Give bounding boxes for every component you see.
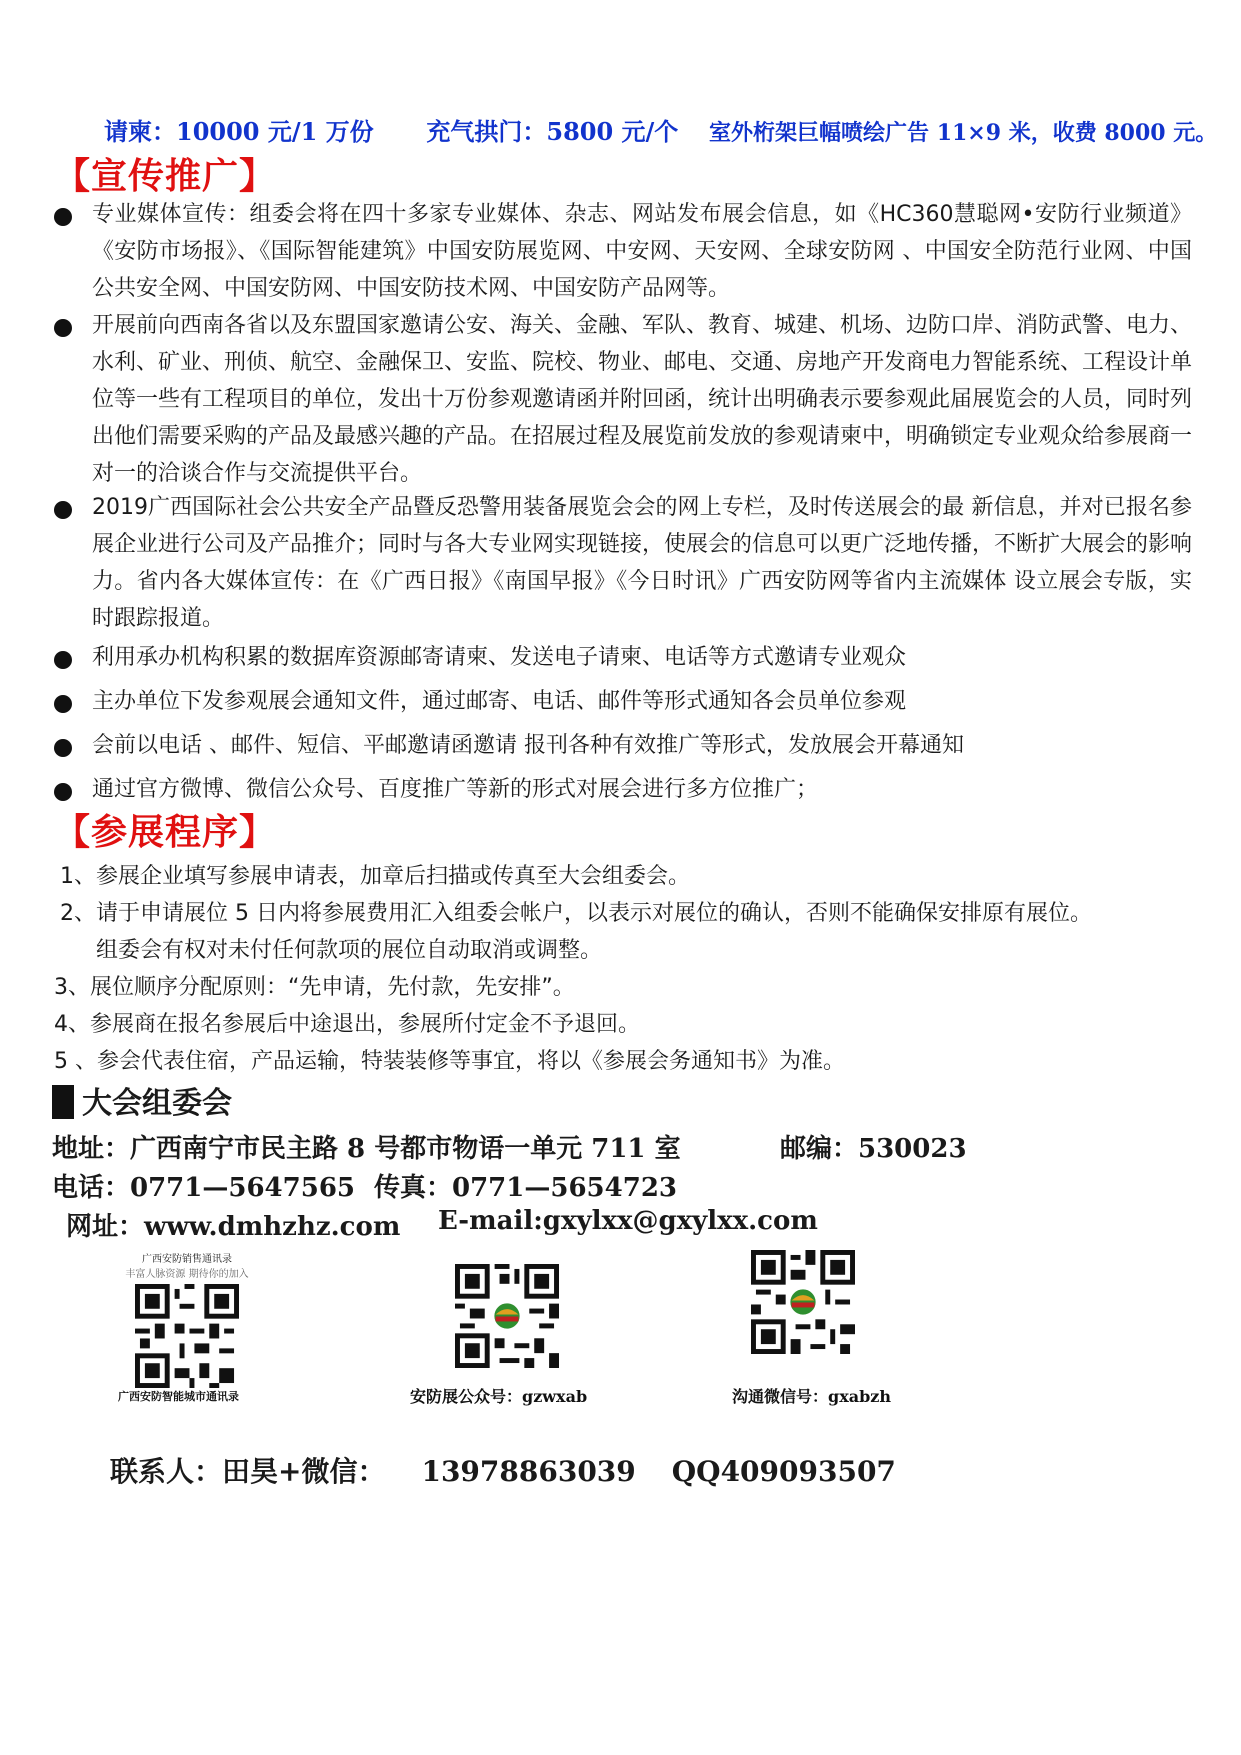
- procedure-item-2: 2、请于申请展位 5 日内将参展费用汇入组委会帐户，以表示对展位的确认，否则不能确保安排原有展位。: [60, 901, 1092, 926]
- promotion-item-7: 通过官方微博、微信公众号、百度推广等新的形式对展会进行多方位推广；: [92, 777, 819, 802]
- organizer-address: 地址：广西南宁市民主路 8 号都市物语一单元 711 室: [52, 1134, 681, 1164]
- organizer-postcode: 邮编：530023: [780, 1134, 967, 1164]
- promotion-item-1: 专业媒体宣传：组委会将在四十多家专业媒体、杂志、网站发布展会信息，如《HC360慧聪网•安防行业频道》《安防市场报》、《国际智能建筑》中国安防展览网、中安网、天安网、全球安防网 、中国安全防范行业网、中国公共安全网、中国安防网、中国安防技术网、中国安防产品网等。: [92, 202, 1192, 301]
- price-line: [104, 112, 1217, 147]
- promotion-item-5: 主办单位下发参观展会通知文件，通过邮寄、电话、邮件等形式通知各会员单位参观: [92, 689, 907, 714]
- qr3-caption: 沟通微信号：gxabzh: [732, 1387, 892, 1406]
- organizer-website[interactable]: 网址：www.dmhzhz.com: [66, 1212, 401, 1242]
- procedure-item-4: 4、参展商在报名参展后中途退出，参展所付定金不予退回。: [54, 1012, 640, 1037]
- qr1-top-caption: 广西安防销售通讯录: [142, 1254, 232, 1265]
- qr1-caption: 广西安防智能城市通讯录: [118, 1390, 239, 1403]
- organizer-title-text: 大会组委会: [82, 1086, 232, 1121]
- promotion-item-3: 2019广西国际社会公共安全产品暨反恐警用装备展览会会的网上专栏，及时传送展会的最 新信息，并对已报名参展企业进行公司及产品推介；同时与各大专业网实现链接，使展会的信息可以更广泛地传播，不断扩大展会的影响力。省内各大媒体宣传：在《广西日报》《南国早报》《今日时讯》广西安防网等省内主流媒体 设立展会专版，实时跟踪报道。: [92, 495, 1192, 631]
- promotion-title: 【宣传推广】: [54, 156, 277, 197]
- bullet-icon: [54, 319, 72, 337]
- contact-person: [110, 1450, 896, 1490]
- black-block-icon: [52, 1085, 74, 1119]
- bullet-icon: [54, 695, 72, 713]
- contact-phone: 13978863039: [421, 1455, 636, 1488]
- procedure-item-3: 3、展位顺序分配原则：“先申请，先付款，先安排”。: [54, 975, 575, 1000]
- bullet-icon: [54, 501, 72, 519]
- qr-code-1: [122, 1250, 252, 1392]
- contact-label: 联系人：田昊+微信：: [110, 1455, 386, 1488]
- qr-code-icon: [135, 1284, 239, 1388]
- procedure-item-1: 1、参展企业填写参展申请表，加章后扫描或传真至大会组委会。: [60, 864, 690, 889]
- bullet-icon: [54, 739, 72, 757]
- procedure-title: 【参展程序】: [54, 812, 277, 853]
- qr-code-icon: [751, 1250, 855, 1354]
- organizer-title: [52, 1078, 232, 1122]
- organizer-fax: 传真：0771—5654723: [374, 1173, 677, 1203]
- qr2-caption: 安防展公众号：gzwxab: [410, 1387, 588, 1406]
- arch-price: 充气拱门：5800 元/个: [426, 117, 679, 146]
- bullet-icon: [54, 208, 72, 226]
- bullet-icon: [54, 651, 72, 669]
- procedure-item-2-cont: 组委会有权对未付任何款项的展位自动取消或调整。: [96, 938, 603, 963]
- banner-price: 室外桁架巨幅喷绘广告 11×9 米，收费 8000 元。: [709, 120, 1218, 146]
- promotion-item-4: 利用承办机构积累的数据库资源邮寄请柬、发送电子请柬、电话等方式邀请专业观众: [92, 645, 907, 670]
- bullet-icon: [54, 783, 72, 801]
- procedure-item-5: 5 、参会代表住宿，产品运输，特装装修等事宜，将以《参展会务通知书》为准。: [54, 1049, 845, 1074]
- promotion-item-6: 会前以电话 、邮件、短信、平邮邀请函邀请 报刊各种有效推广等形式，发放展会开幕通知: [92, 733, 964, 758]
- qr-code-icon: [455, 1264, 559, 1368]
- contact-qq: QQ409093507: [671, 1455, 896, 1488]
- qr-code-3: [748, 1250, 858, 1358]
- qr-code-2: [452, 1264, 562, 1372]
- organizer-email[interactable]: E-mail:gxylxx@gxylxx.com: [438, 1206, 818, 1236]
- promotion-item-2: 开展前向西南各省以及东盟国家邀请公安、海关、金融、军队、教育、城建、机场、边防口岸、消防武警、电力、水利、矿业、刑侦、航空、金融保卫、安监、院校、物业、邮电、交通、房地产开发商电力智能系统、工程设计单位等一些有工程项目的单位，发出十万份参观邀请函并附回函，统计出明确表示要参观此届展览会的人员，同时列出他们需要采购的产品及最感兴趣的产品。在招展过程及展览前发放的参观请柬中，明确锁定专业观众给参展商一对一的洽谈合作与交流提供平台。: [92, 313, 1192, 486]
- qr1-sub-caption: 丰富人脉资源 期待你的加入: [125, 1269, 249, 1280]
- invitation-price: 请柬：10000 元/1 万份: [104, 117, 374, 146]
- organizer-phone: 电话：0771—5647565: [52, 1173, 355, 1203]
